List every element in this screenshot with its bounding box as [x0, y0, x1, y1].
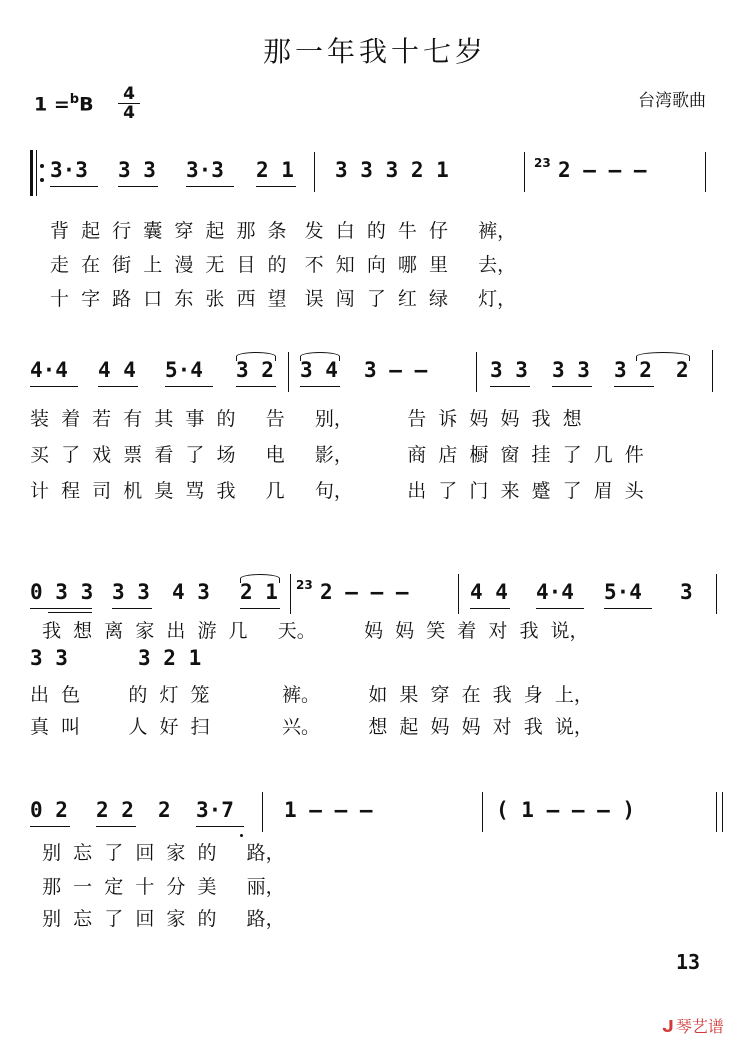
underline [300, 386, 340, 387]
note: 2 2 [96, 798, 134, 822]
underline [48, 612, 92, 613]
lyric-line: 背 起 行 囊 穿 起 那 条 发 白 的 牛 仔 裤， [50, 220, 517, 242]
tie [636, 352, 690, 361]
flat-sign: b [69, 92, 80, 107]
underline [470, 608, 510, 609]
underline [256, 186, 296, 187]
underline [96, 826, 136, 827]
barline [716, 574, 717, 614]
note: 3 2 1 [138, 646, 202, 670]
barline [705, 152, 706, 192]
lyric-line: 出 色 的 灯 笼 裤。 如 果 穿 在 我 身 上， [30, 684, 593, 706]
tie [236, 352, 276, 361]
key-note: B [79, 93, 94, 116]
underline [165, 386, 213, 387]
barline [476, 352, 477, 392]
notation-row-2 [0, 350, 750, 390]
notation-row-3-variant [0, 638, 750, 678]
barline [716, 792, 717, 832]
note: 2 – – – [320, 580, 409, 604]
underline [186, 186, 234, 187]
watermark-text: 琴艺谱 [675, 1017, 724, 1036]
underline [112, 608, 152, 609]
underline [604, 608, 652, 609]
underline [536, 608, 584, 609]
note: 0 3 3 [30, 580, 94, 604]
barline [524, 152, 525, 192]
key-prefix: 1 = [34, 93, 70, 116]
underline [614, 386, 654, 387]
underline [196, 826, 244, 827]
note: 4·4 [536, 580, 574, 604]
underline [552, 386, 592, 387]
song-title: 那一年我十七岁 [262, 35, 487, 68]
note: 2 [158, 798, 171, 822]
notation-row-3 [0, 572, 750, 612]
note: 3 3 [30, 646, 68, 670]
note: 3 3 3 2 1 [335, 158, 449, 182]
barline [314, 152, 315, 192]
underline [30, 608, 92, 609]
repeat-barline [30, 150, 33, 196]
lyric-line: 真 叫 人 好 扫 兴。 想 起 妈 妈 对 我 说， [30, 716, 593, 738]
note: 4 4 [98, 358, 136, 382]
note: 2 [676, 358, 689, 382]
note: 0 2 [30, 798, 68, 822]
note: 4 3 [172, 580, 210, 604]
watermark-logo [662, 1014, 724, 1037]
note: 3·3 [186, 158, 224, 182]
note: 2 – – – [558, 158, 647, 182]
note: 3 3 [112, 580, 150, 604]
lyric-line: 别 忘 了 回 家 的 路， [30, 908, 285, 930]
notation-row-1 [0, 150, 750, 190]
note: 3 4 [300, 358, 338, 382]
underline [490, 386, 530, 387]
composer-credit: 台湾歌曲 [638, 91, 706, 111]
note: 3 3 [118, 158, 156, 182]
underline [30, 386, 78, 387]
underline [236, 386, 276, 387]
note: 2 1 [240, 580, 278, 604]
note: 4 4 [470, 580, 508, 604]
note: 3 – – [364, 358, 428, 382]
repeat-barline-thin [36, 150, 37, 196]
logo-icon: ᒍ [662, 1017, 674, 1036]
page-number: 13 [676, 950, 701, 974]
grace-note: 23 [534, 156, 551, 170]
barline [288, 352, 289, 392]
note: 3 2 [236, 358, 274, 382]
note: 1 – – – [284, 798, 373, 822]
note: 3 3 [490, 358, 528, 382]
time-signature [118, 85, 140, 122]
note: 4·4 [30, 358, 68, 382]
barline [290, 574, 291, 614]
underline [118, 186, 158, 187]
repeat-dot [40, 178, 44, 182]
note: 3·3 [50, 158, 88, 182]
low-octave-dot [240, 834, 243, 837]
note: 2 1 [256, 158, 294, 182]
notation-row-4 [0, 790, 750, 830]
lyric-line: 走 在 街 上 漫 无 目 的 不 知 向 哪 里 去， [50, 254, 517, 276]
time-signature-bottom: 4 [118, 103, 140, 122]
key-signature [34, 92, 94, 115]
underline [98, 386, 138, 387]
underline [50, 186, 98, 187]
tie [300, 352, 340, 361]
grace-note: 23 [296, 578, 313, 592]
lyric-line: 十 字 路 口 东 张 西 望 误 闯 了 红 绿 灯， [50, 288, 517, 310]
lyric-line: 我 想 离 家 出 游 几 天。 妈 妈 笑 着 对 我 说， [30, 620, 589, 642]
time-signature-top: 4 [123, 84, 135, 104]
lyric-line: 那 一 定 十 分 美 丽， [30, 876, 285, 898]
underline [240, 608, 280, 609]
lyric-line: 别 忘 了 回 家 的 路， [30, 842, 285, 864]
note: ( 1 – – – ) [496, 798, 636, 822]
barline [712, 350, 713, 392]
note: 3 2 [614, 358, 652, 382]
barline [722, 792, 723, 832]
repeat-dot [40, 164, 44, 168]
note: 5·4 [165, 358, 203, 382]
underline [30, 826, 70, 827]
tie [240, 574, 280, 583]
note: 3 3 [552, 358, 590, 382]
barline [482, 792, 483, 832]
lyric-line: 装 着 若 有 其 事 的 告 别， 告 诉 妈 妈 我 想 [30, 408, 582, 430]
barline [262, 792, 263, 832]
barline [458, 574, 459, 614]
note: 5·4 [604, 580, 642, 604]
note: 3 [680, 580, 693, 604]
lyric-line: 计 程 司 机 臭 骂 我 几 句， 出 了 门 来 蹙 了 眉 头 [30, 480, 644, 502]
lyric-line: 买 了 戏 票 看 了 场 电 影， 商 店 橱 窗 挂 了 几 件 [30, 444, 644, 466]
note: 3·7 [196, 798, 234, 822]
